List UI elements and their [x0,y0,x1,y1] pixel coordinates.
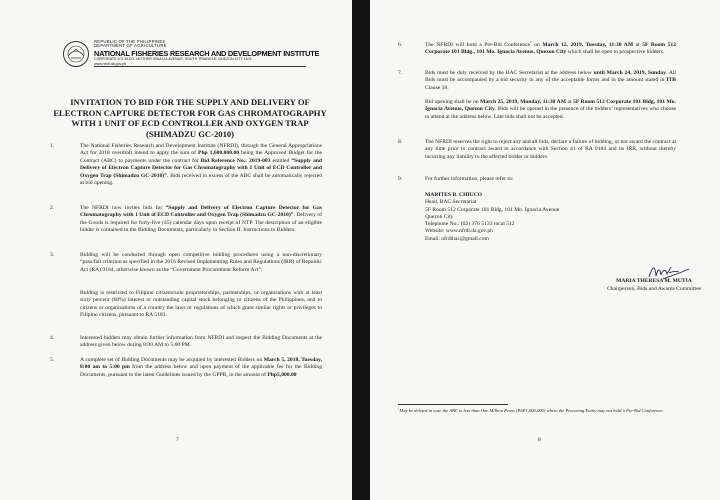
contact-position: Head, BAC Secretariat [425,199,477,206]
footnote: $^1$May be deleted in case the ABC is less than One Million Pesos (PhP1,000,000) where the Procuring Entity may not hold a Pre-Bid Conference. [398,407,664,413]
institute-name: NATIONAL FISHERIES RESEARCH AND DEVELOPMENT INSTITUTE [94,48,320,58]
item-number-1: 1. [50,143,55,149]
item-number-8: 8. [398,139,403,145]
department-seal-icon [62,40,90,68]
page-number-right: 8 [538,437,541,443]
institute-letterhead [94,40,324,66]
item-paragraph-7: Bids must be duly received by the BAC Secretariat at the address below until March 24, 2019, Sunday. All Bids must be accompanied by a bid security in any of the acceptable forms and in the amount stated in ITB Clause 18. [425,70,676,91]
contact-address: 5F Room 512 Corporate 101 Bldg, 101 Mo. Ignacia Avenue [425,206,560,213]
contact-name: MARITES B. CHIUCO [425,192,483,198]
document-page-8 [370,0,720,500]
contact-website: Website: www.nfrdi.da.gov.ph [425,228,493,235]
department-label: DEPARTMENT OF AGRICULTURE [94,43,167,49]
item-paragraph-8: The NFRDI reserves the right to reject any and all bids, declare a failure of bidding, or not award the contract at any time prior to contract award in accordance with Section 41 of RA 9184 and its IRR, without thereby incurring any liability to the affected bidder or bidders. [425,139,676,160]
page-gap [352,0,370,500]
letterhead-rule [94,66,306,67]
item-number-5: 5. [50,357,55,363]
contact-city: Quezon City [425,213,454,220]
item-paragraph-3: Bidding will be conducted through open competitive bidding procedures using a non-discretionary “pass/fail criterion as specified in the 2016 Revised Implementing Rules and Regulations (IRR) of Republic Act (RA) 9184, otherwise known as the “Government Procurement Reform Act”. [80,252,322,273]
invitation-title: INVITATION TO BID FOR THE SUPPLY AND DELIVERY OF ELECTRON CAPTURE DETECTOR FOR GAS CHROMATOGRAPHY WITH 1 UNIT OF ECD CONTROLLER AND OXYGEN TRAP (SHIMADZU GC-2010) [53,97,327,139]
item-paragraph-4: Interested bidders may obtain further information from NFRDI and inspect the Bidding Documents at the address given below during 8:00 AM to 5:00 PM. [80,335,322,349]
item-number-6: 6. [398,42,403,48]
item-number-7: 7. [398,70,403,76]
item-number-9: 9. [398,176,403,182]
footnote-rule [398,404,508,405]
item-paragraph-9: For further information, please refer to: [425,176,514,182]
institute-address: CORPORATE 101 BLDG, MOTHER IGNACIA AVENUE, SOUTH TRIANGLE, QUEZON CITY 1103 [94,57,252,61]
republic-label: REPUBLIC OF THE PHILIPPINES [94,39,166,44]
page-number-left: 7 [176,437,179,443]
item-number-4: 4. [50,335,55,341]
institute-website: www.nfrdi.da.gov.ph [94,61,127,66]
signatory-name: MARIA THERESA M. MUTIA [616,278,692,284]
document-page-7 [0,0,352,500]
item-number-3: 3. [50,252,55,258]
item-paragraph-3b: Bidding is restricted to Filipino citizens/sole proprietorships, partnerships, or organizations with at least sixty percent (60%) interest or outstanding capital stock belonging to citizens of the Philippines, and to citizens or organizations of a country the laws or regulations of which grant similar rights or privileges to Filipino citizens, pursuant to RA 5183. [80,290,322,319]
item-paragraph-5: A complete set of Bidding Documents may be acquired by interested Bidders on March 5, 2018, Tuesday, 8:00 am to 5:00 pm from the address below and upon payment of the applicable fee for the Bidding Documents, pursuant to the latest Guidelines issued by the GPPB, in the amount of Php5,000.00 [80,357,322,378]
signatory-title: Chairperson, Bids and Awards Committee [606,286,702,292]
contact-telephone: Telephone No.: (02) 376 5133 local 512 [425,221,515,228]
item-paragraph-1: The National Fisheries Research and Development Institute (NFRDI), through the General Appropriations Act for 2018 overdraft intend to apply the sum of Php 1,600,000.00 being the Approved Budget for the Contract (ABC) to payments under the contract for Bid Reference No.: 2019-003 entitled “Supply and Delivery of Electron Capture Detector for Gas Chromatography with 1 Unit of ECD Controller and Oxygen Trap (Shimadzu GC-2010)”. Bids received in excess of the ABC shall be automatically rejected at bid opening. [80,143,322,187]
item-paragraph-7b: Bid opening shall be on March 25, 2019, Monday, 11:30 AM at 5F Room 512 Corporate 101 Bldg, 101 Mo. Ignacia Avenue, Quezon City. Bids will be opened in the presence of the bidders’ representatives who choose to attend at the address below. Late bids shall not be accepted. [425,99,677,120]
item-paragraph-6: The NFRDI will hold a Pre-Bid Conference$^1$ on March 12, 2019, Tuesday, 11:30 AM at 5F Room 512 Corporate 101 Bldg., 101 Mo. Ignacia Avenue, Quezon City which shall be open to prospective bidders. [425,40,676,56]
contact-email: Email: nfrdibac@gmail.com [425,235,489,242]
item-number-2: 2. [50,205,55,211]
item-paragraph-2: The NFRDI now invites bids for “Supply and Delivery of Electron Capture Detector for Gas Chromatography with 1 Unit of ECD Controller and Oxygen Trap (Shimadzu GC-2010)”. Delivery of the Goods is required for forty-five (45) calendar days upon receipt of NTP. The description of an eligible bidder is contained in the Bidding Documents, particularly in Section II. Instructions to Bidders. [80,205,322,234]
contact-block [425,192,645,243]
